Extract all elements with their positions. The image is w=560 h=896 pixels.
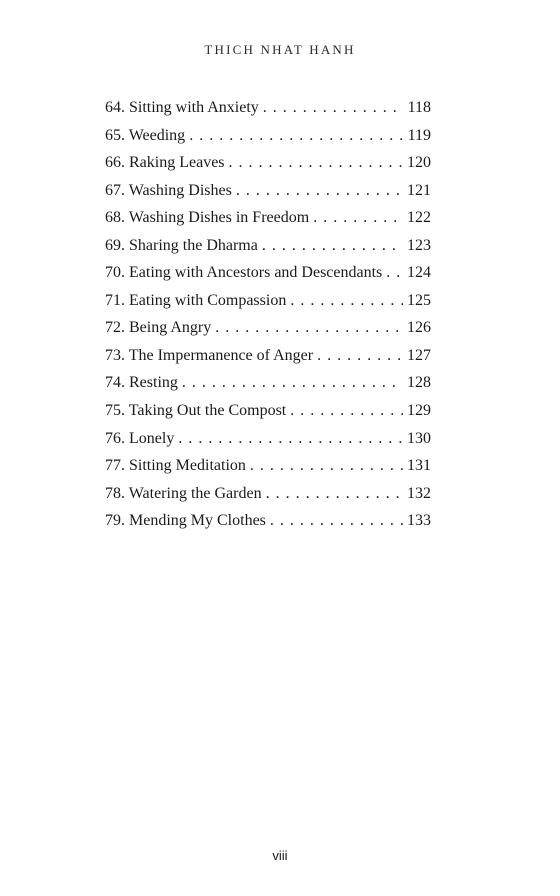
- toc-entry[interactable]: [105, 94, 431, 122]
- dot-leader: [229, 149, 403, 177]
- toc-entry-page: 126: [407, 319, 431, 337]
- toc-entry[interactable]: [105, 314, 431, 342]
- toc-entry[interactable]: [105, 507, 431, 535]
- toc-entry[interactable]: [105, 232, 431, 260]
- toc-entry-page: 120: [407, 154, 431, 172]
- dot-leader: [386, 259, 403, 287]
- toc-entry[interactable]: [105, 204, 431, 232]
- dot-leader: [313, 204, 403, 232]
- toc-entry-page: 130: [407, 429, 431, 447]
- toc-entry-page: 121: [407, 181, 431, 199]
- dot-leader: [270, 507, 403, 535]
- toc-entry[interactable]: [105, 287, 431, 315]
- dot-leader: [215, 314, 403, 342]
- toc-entry-title: 70. Eating with Ancestors and Descendants: [105, 264, 383, 282]
- dot-leader: [189, 122, 403, 150]
- toc-entry[interactable]: [105, 480, 431, 508]
- toc-entry[interactable]: [105, 369, 431, 397]
- toc-entry-title: 78. Watering the Garden: [105, 484, 262, 502]
- toc-entry-title: 66. Raking Leaves: [105, 154, 225, 172]
- toc-entry[interactable]: [105, 397, 431, 425]
- toc-entry-title: 71. Eating with Compassion: [105, 291, 287, 309]
- dot-leader: [290, 287, 403, 315]
- toc-entry-title: 69. Sharing the Dharma: [105, 236, 258, 254]
- dot-leader: [236, 177, 403, 205]
- toc-entry[interactable]: [105, 425, 431, 453]
- dot-leader: [263, 94, 403, 122]
- dot-leader: [182, 369, 403, 397]
- toc-entry-page: 132: [407, 484, 431, 502]
- toc-entry-title: 76. Lonely: [105, 429, 175, 447]
- dot-leader: [178, 425, 403, 453]
- toc-entry-title: 68. Washing Dishes in Freedom: [105, 209, 310, 227]
- dot-leader: [250, 452, 403, 480]
- toc-entry-title: 67. Washing Dishes: [105, 181, 232, 199]
- toc-entry-title: 64. Sitting with Anxiety: [105, 99, 259, 116]
- toc-entry-title: 72. Being Angry: [105, 319, 212, 337]
- toc-entry-page: 131: [407, 457, 431, 475]
- toc-entry-title: 79. Mending My Clothes: [105, 512, 266, 530]
- dot-leader: [290, 397, 403, 425]
- dot-leader: [262, 232, 403, 260]
- toc-entry[interactable]: [105, 259, 431, 287]
- toc-entry-page: 118: [407, 99, 431, 116]
- toc-entry[interactable]: [105, 342, 431, 370]
- dot-leader: [317, 342, 403, 370]
- toc-entry[interactable]: [105, 177, 431, 205]
- page-number: viii: [272, 848, 288, 863]
- toc-entry-title: 73. The Impermanence of Anger: [105, 346, 314, 364]
- toc-entry-page: 127: [407, 346, 431, 364]
- toc-entry[interactable]: [105, 452, 431, 480]
- toc-entry-page: 122: [407, 209, 431, 227]
- toc-entry-page: 123: [407, 236, 431, 254]
- toc-entry[interactable]: [105, 149, 431, 177]
- toc-entry-page: 129: [407, 402, 431, 420]
- toc-entry-page: 133: [407, 512, 431, 530]
- toc-entry-title: 77. Sitting Meditation: [105, 457, 246, 475]
- toc-entry-title: 65. Weeding: [105, 126, 186, 144]
- toc-entry-page: 124: [407, 264, 431, 282]
- toc-entry[interactable]: [105, 122, 431, 150]
- dot-leader: [266, 480, 403, 508]
- toc-entry-page: 125: [407, 291, 431, 309]
- table-of-contents: [105, 94, 431, 535]
- toc-entry-title: 74. Resting: [105, 374, 178, 392]
- toc-entry-page: 119: [407, 126, 431, 144]
- running-head: THICH NHAT HANH: [204, 42, 356, 57]
- toc-entry-title: 75. Taking Out the Compost: [105, 402, 287, 420]
- toc-entry-page: 128: [407, 374, 431, 392]
